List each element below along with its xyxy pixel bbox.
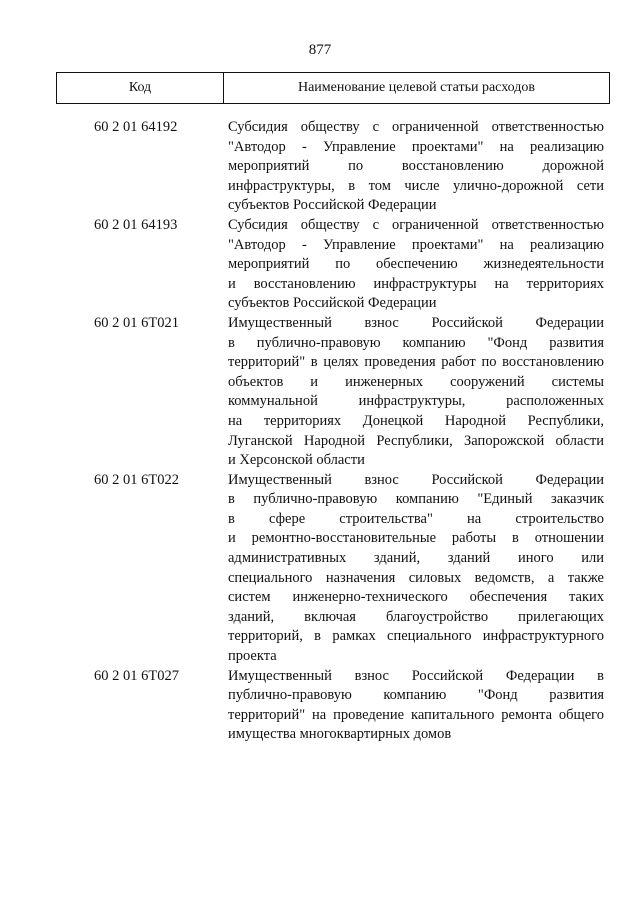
item-code: 60 2 01 6Т027: [94, 667, 179, 684]
code-column-header: Код: [57, 73, 224, 103]
description-line: в публично-правовую компанию "Единый заказчик: [228, 491, 604, 508]
description-line: зданий, включая благоустройство прилегающих: [228, 608, 604, 625]
table-body: [56, 118, 610, 745]
description-line: проекта: [228, 648, 277, 665]
description-line: и восстановлению инфраструктуры на территориях: [228, 275, 604, 292]
budget-items-table: [56, 72, 610, 745]
description-line: административных зданий, зданий иного или: [228, 550, 604, 567]
item-code: 60 2 01 64193: [94, 216, 178, 233]
description-line: "Автодор - Управление проектами" на реализацию: [228, 236, 604, 253]
table-row: [56, 216, 610, 314]
description-line: имущества многоквартирных домов: [228, 726, 452, 743]
description-line: Луганской Народной Республики, Запорожской области: [228, 432, 604, 449]
description-line: специального назначения силовых ведомств, а также: [228, 569, 604, 586]
description-line: территорий, в рамках специального инфраструктурного: [228, 628, 604, 645]
name-column-header: Наименование целевой статьи расходов: [297, 80, 536, 95]
description-line: территорий" в целях проведения работ по восстановлению: [228, 354, 604, 371]
description-line: и ремонтно-восстановительные работы в отношении: [228, 530, 604, 547]
item-description: [228, 314, 604, 471]
description-line: систем инженерно-технического обеспечения таких: [228, 589, 604, 606]
description-line: в публично-правовую компанию "Фонд развития: [228, 334, 604, 351]
description-line: "Автодор - Управление проектами" на реализацию: [228, 138, 604, 155]
description-line: Субсидия обществу с ограниченной ответственностью: [228, 216, 604, 233]
description-line: коммунальной инфраструктуры, расположенных: [228, 393, 604, 410]
description-line: Имущественный взнос Российской Федерации: [228, 314, 604, 331]
description-line: территорий" на проведение капитального ремонта общего: [228, 706, 604, 723]
description-line: в сфере строительства" на строительство: [228, 510, 604, 527]
item-description: [228, 216, 604, 314]
description-line: субъектов Российской Федерации: [228, 295, 437, 312]
description-line: на территориях Донецкой Народной Республики,: [228, 412, 604, 429]
description-line: мероприятий по обеспечению жизнедеятельности: [228, 256, 604, 273]
description-line: публично-правовую компанию "Фонд развития: [228, 687, 604, 704]
item-code: 60 2 01 64192: [94, 119, 178, 135]
description-line: и Херсонской области: [228, 452, 365, 469]
table-row: [56, 314, 610, 471]
description-line: Субсидия обществу с ограниченной ответственностью: [228, 119, 604, 135]
description-line: мероприятий по восстановлению дорожной: [228, 158, 604, 175]
table-header: [56, 72, 610, 104]
description-line: Имущественный взнос Российской Федерации в: [228, 667, 604, 684]
description-line: инфраструктуры, в том числе улично-дорожной сети: [228, 177, 604, 194]
item-description: [228, 471, 604, 667]
description-line: объектов и инженерных сооружений системы: [228, 373, 604, 390]
item-description: [228, 118, 604, 216]
table-row: [56, 667, 610, 745]
item-description: [228, 667, 604, 745]
page-number: 877: [308, 42, 332, 58]
table-row: [56, 118, 610, 216]
item-code: 60 2 01 6Т021: [94, 314, 179, 331]
description-line: субъектов Российской Федерации: [228, 197, 437, 214]
item-code: 60 2 01 6Т022: [94, 471, 179, 488]
description-line: Имущественный взнос Российской Федерации: [228, 471, 604, 488]
table-row: [56, 471, 610, 667]
